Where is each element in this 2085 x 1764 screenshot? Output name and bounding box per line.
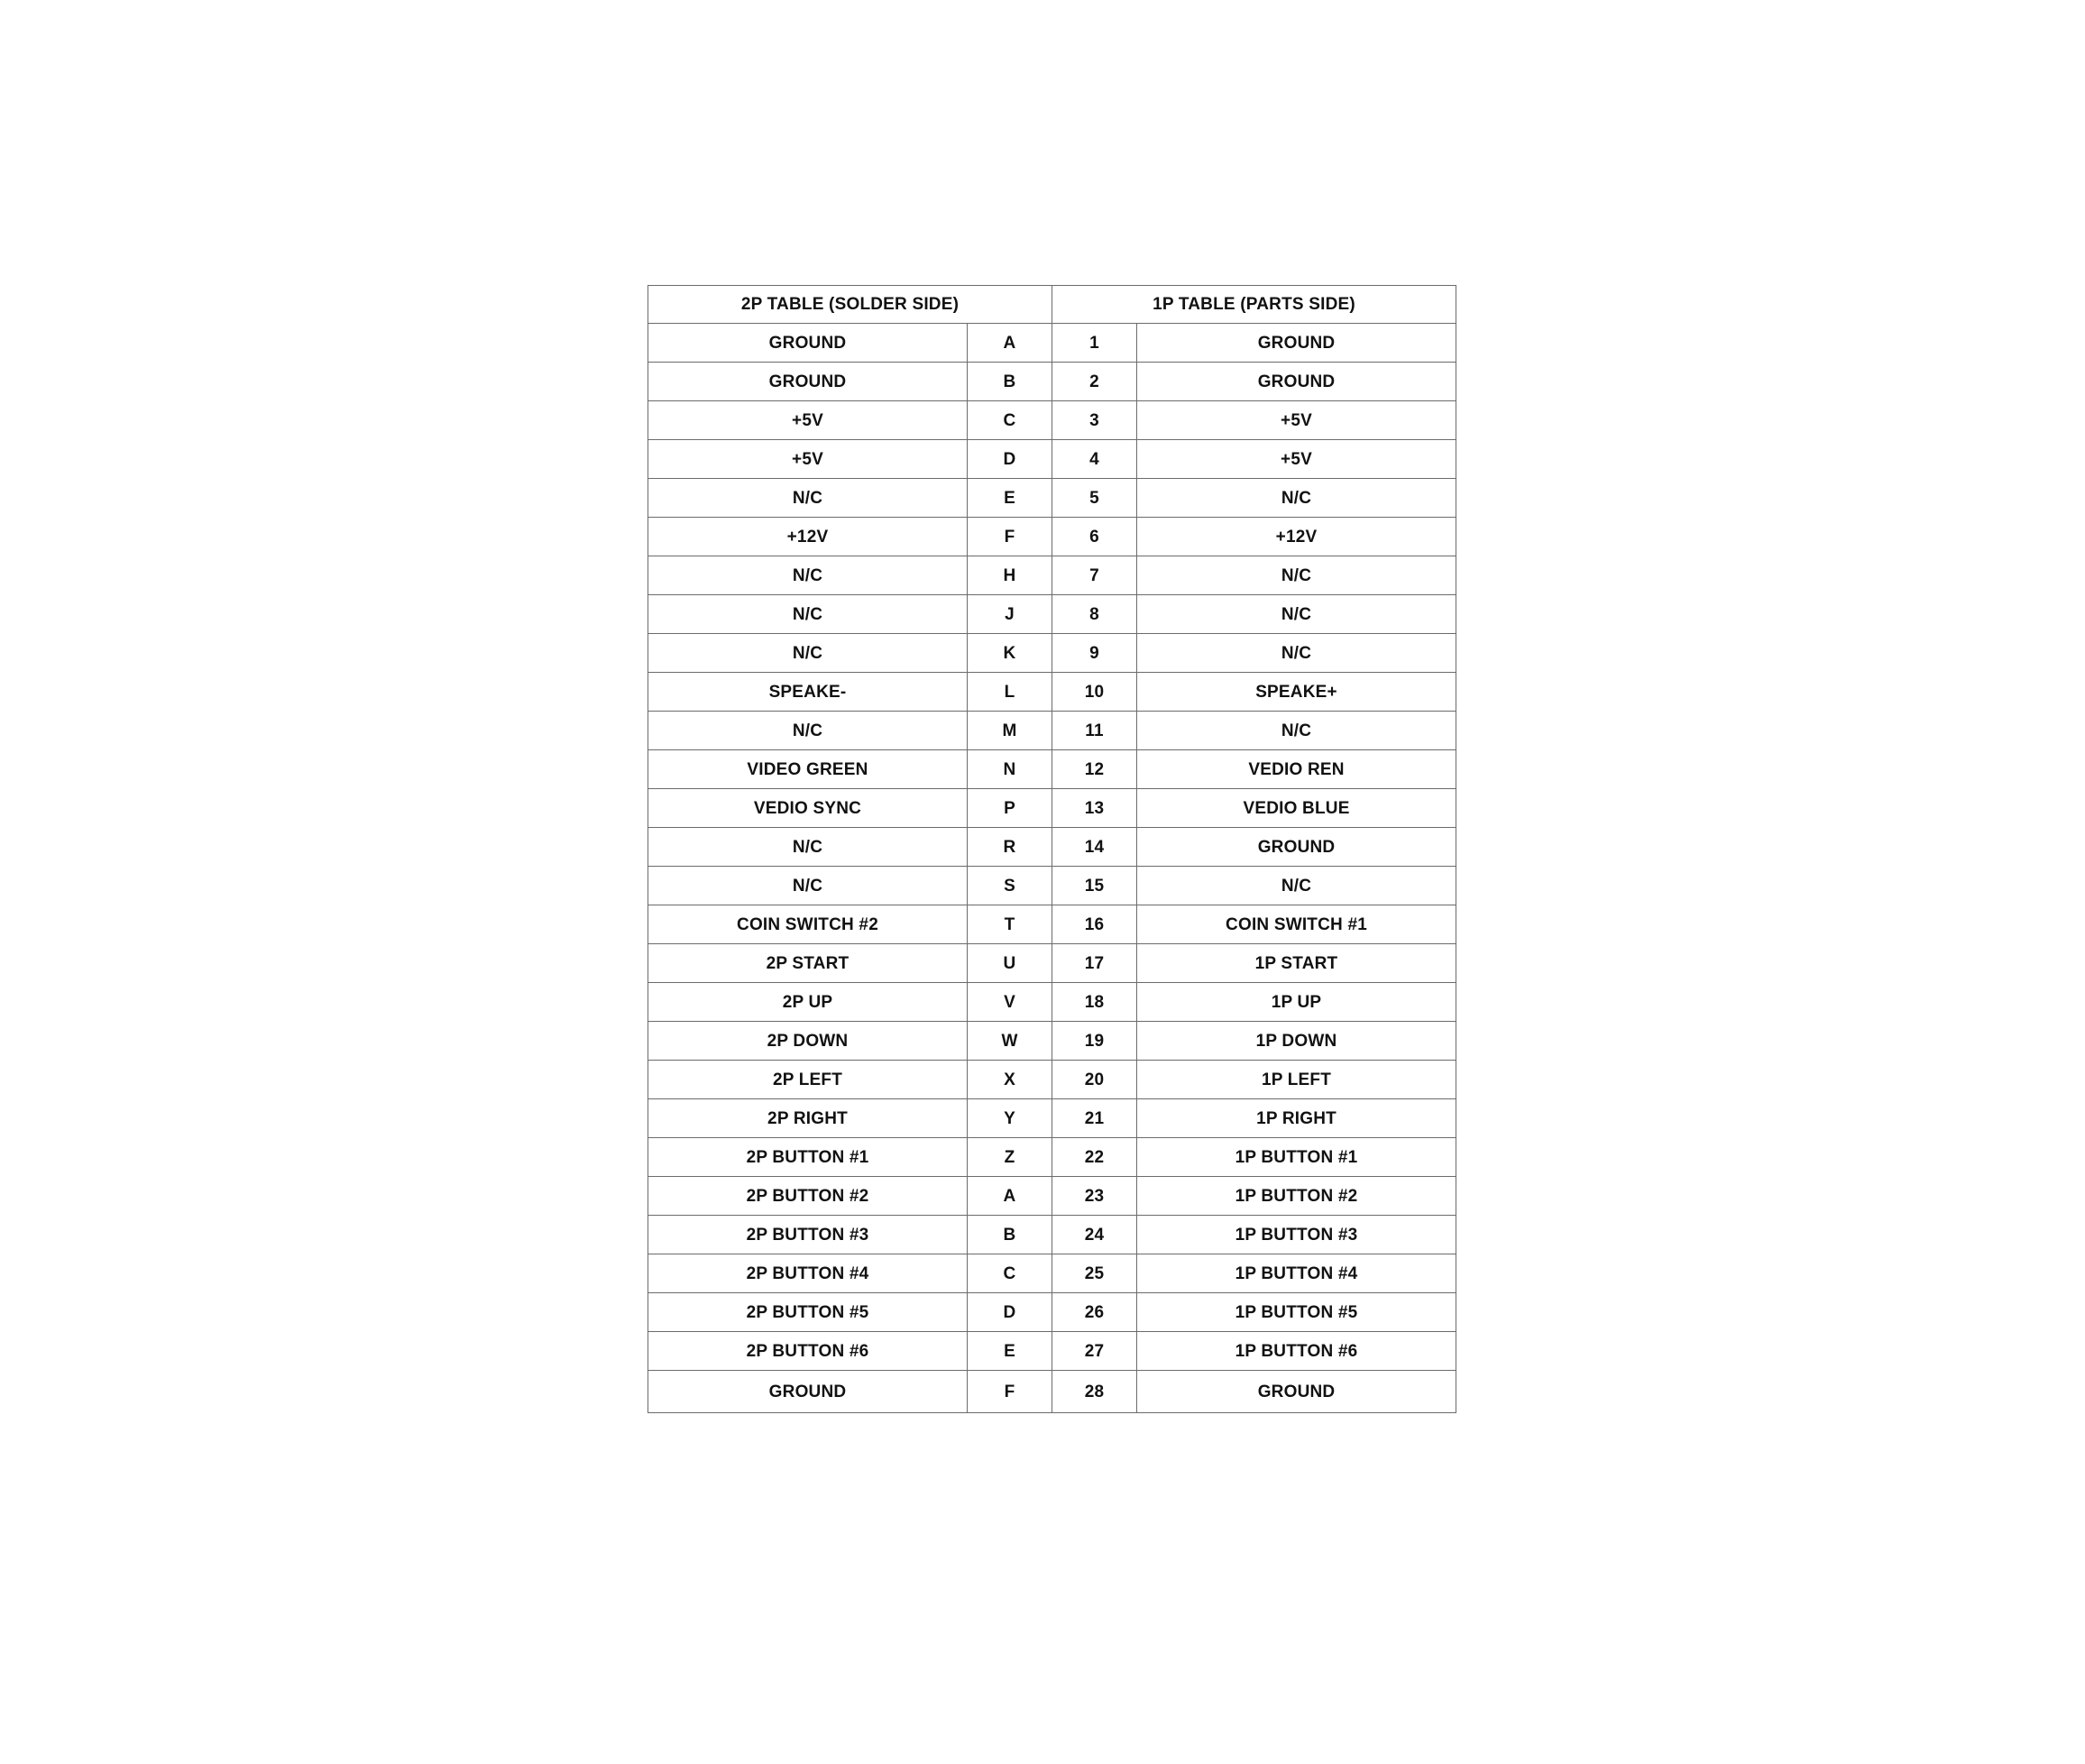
parts-side-pin: 24: [1052, 1216, 1137, 1254]
solder-side-pin: N: [968, 750, 1052, 789]
solder-side-signal: 2P BUTTON #3: [648, 1216, 968, 1254]
parts-side-pin: 5: [1052, 479, 1137, 518]
solder-side-pin: U: [968, 944, 1052, 983]
parts-side-pin: 28: [1052, 1371, 1137, 1413]
parts-side-signal: 1P START: [1137, 944, 1456, 983]
parts-side-signal: COIN SWITCH #1: [1137, 905, 1456, 944]
solder-side-signal: VEDIO SYNC: [648, 789, 968, 828]
pinout-row: [648, 556, 1456, 595]
parts-side-signal: 1P BUTTON #1: [1137, 1138, 1456, 1177]
solder-side-pin: P: [968, 789, 1052, 828]
parts-side-signal: N/C: [1137, 712, 1456, 750]
parts-side-pin: 11: [1052, 712, 1137, 750]
parts-side-pin: 25: [1052, 1254, 1137, 1293]
solder-side-signal: VIDEO GREEN: [648, 750, 968, 789]
parts-side-signal: 1P DOWN: [1137, 1022, 1456, 1061]
parts-side-header: 1P TABLE (PARTS SIDE): [1052, 286, 1456, 324]
parts-side-pin: 9: [1052, 634, 1137, 673]
parts-side-pin: 23: [1052, 1177, 1137, 1216]
parts-side-signal: 1P BUTTON #6: [1137, 1332, 1456, 1371]
parts-side-signal: N/C: [1137, 634, 1456, 673]
pinout-table-header: [648, 286, 1456, 324]
parts-side-pin: 20: [1052, 1061, 1137, 1099]
parts-side-signal: +12V: [1137, 518, 1456, 556]
parts-side-pin: 10: [1052, 673, 1137, 712]
solder-side-signal: N/C: [648, 556, 968, 595]
parts-side-signal: 1P UP: [1137, 983, 1456, 1022]
solder-side-pin: V: [968, 983, 1052, 1022]
solder-side-signal: GROUND: [648, 1371, 968, 1413]
pinout-row: [648, 440, 1456, 479]
parts-side-signal: 1P BUTTON #4: [1137, 1254, 1456, 1293]
pinout-row: [648, 324, 1456, 363]
solder-side-pin: T: [968, 905, 1052, 944]
solder-side-pin: B: [968, 1216, 1052, 1254]
solder-side-signal: 2P DOWN: [648, 1022, 968, 1061]
pinout-row: [648, 673, 1456, 712]
parts-side-pin: 19: [1052, 1022, 1137, 1061]
solder-side-signal: N/C: [648, 712, 968, 750]
parts-side-pin: 1: [1052, 324, 1137, 363]
pinout-row: [648, 479, 1456, 518]
pinout-row: [648, 1371, 1456, 1413]
solder-side-pin: Z: [968, 1138, 1052, 1177]
pinout-row: [648, 1138, 1456, 1177]
parts-side-signal: 1P BUTTON #3: [1137, 1216, 1456, 1254]
solder-side-signal: +5V: [648, 401, 968, 440]
solder-side-signal: 2P BUTTON #1: [648, 1138, 968, 1177]
parts-side-pin: 17: [1052, 944, 1137, 983]
parts-side-signal: GROUND: [1137, 324, 1456, 363]
solder-side-pin: F: [968, 1371, 1052, 1413]
pinout-table: [648, 285, 1456, 1413]
pinout-row: [648, 828, 1456, 867]
parts-side-pin: 7: [1052, 556, 1137, 595]
solder-side-header: 2P TABLE (SOLDER SIDE): [648, 286, 1052, 324]
solder-side-pin: Y: [968, 1099, 1052, 1138]
solder-side-pin: F: [968, 518, 1052, 556]
parts-side-pin: 22: [1052, 1138, 1137, 1177]
solder-side-signal: 2P BUTTON #2: [648, 1177, 968, 1216]
solder-side-signal: 2P BUTTON #6: [648, 1332, 968, 1371]
parts-side-signal: SPEAKE+: [1137, 673, 1456, 712]
pinout-row: [648, 983, 1456, 1022]
parts-side-signal: GROUND: [1137, 828, 1456, 867]
header-row: [648, 286, 1456, 324]
pinout-row: [648, 1061, 1456, 1099]
pinout-row: [648, 595, 1456, 634]
parts-side-signal: VEDIO BLUE: [1137, 789, 1456, 828]
solder-side-signal: +5V: [648, 440, 968, 479]
parts-side-signal: N/C: [1137, 479, 1456, 518]
solder-side-signal: 2P UP: [648, 983, 968, 1022]
solder-side-signal: +12V: [648, 518, 968, 556]
solder-side-pin: D: [968, 1293, 1052, 1332]
parts-side-signal: N/C: [1137, 867, 1456, 905]
parts-side-signal: 1P BUTTON #2: [1137, 1177, 1456, 1216]
pinout-row: [648, 1254, 1456, 1293]
parts-side-signal: +5V: [1137, 401, 1456, 440]
pinout-row: [648, 867, 1456, 905]
parts-side-pin: 6: [1052, 518, 1137, 556]
parts-side-signal: N/C: [1137, 556, 1456, 595]
solder-side-signal: 2P BUTTON #4: [648, 1254, 968, 1293]
parts-side-pin: 14: [1052, 828, 1137, 867]
parts-side-signal: GROUND: [1137, 1371, 1456, 1413]
parts-side-pin: 13: [1052, 789, 1137, 828]
parts-side-pin: 26: [1052, 1293, 1137, 1332]
solder-side-pin: D: [968, 440, 1052, 479]
pinout-row: [648, 1332, 1456, 1371]
solder-side-pin: H: [968, 556, 1052, 595]
parts-side-pin: 21: [1052, 1099, 1137, 1138]
solder-side-signal: SPEAKE-: [648, 673, 968, 712]
parts-side-signal: 1P RIGHT: [1137, 1099, 1456, 1138]
pinout-row: [648, 1099, 1456, 1138]
parts-side-pin: 18: [1052, 983, 1137, 1022]
solder-side-pin: J: [968, 595, 1052, 634]
solder-side-pin: M: [968, 712, 1052, 750]
solder-side-pin: B: [968, 363, 1052, 401]
pinout-row: [648, 712, 1456, 750]
pinout-row: [648, 789, 1456, 828]
solder-side-signal: 2P BUTTON #5: [648, 1293, 968, 1332]
solder-side-signal: N/C: [648, 595, 968, 634]
pinout-row: [648, 1216, 1456, 1254]
pinout-row: [648, 1177, 1456, 1216]
pinout-row: [648, 905, 1456, 944]
pinout-row: [648, 634, 1456, 673]
solder-side-signal: GROUND: [648, 363, 968, 401]
solder-side-signal: N/C: [648, 479, 968, 518]
pinout-row: [648, 1293, 1456, 1332]
solder-side-pin: X: [968, 1061, 1052, 1099]
solder-side-pin: A: [968, 1177, 1052, 1216]
solder-side-pin: S: [968, 867, 1052, 905]
parts-side-signal: +5V: [1137, 440, 1456, 479]
solder-side-signal: GROUND: [648, 324, 968, 363]
solder-side-signal: 2P RIGHT: [648, 1099, 968, 1138]
parts-side-pin: 2: [1052, 363, 1137, 401]
solder-side-pin: K: [968, 634, 1052, 673]
parts-side-pin: 27: [1052, 1332, 1137, 1371]
parts-side-pin: 8: [1052, 595, 1137, 634]
solder-side-pin: W: [968, 1022, 1052, 1061]
solder-side-pin: A: [968, 324, 1052, 363]
pinout-row: [648, 1022, 1456, 1061]
parts-side-pin: 12: [1052, 750, 1137, 789]
pinout-row: [648, 518, 1456, 556]
solder-side-signal: N/C: [648, 634, 968, 673]
solder-side-pin: E: [968, 1332, 1052, 1371]
solder-side-pin: C: [968, 1254, 1052, 1293]
parts-side-signal: VEDIO REN: [1137, 750, 1456, 789]
pinout-row: [648, 750, 1456, 789]
pinout-table-body: [648, 324, 1456, 1413]
pinout-row: [648, 401, 1456, 440]
solder-side-signal: N/C: [648, 828, 968, 867]
pinout-row: [648, 363, 1456, 401]
parts-side-signal: 1P LEFT: [1137, 1061, 1456, 1099]
solder-side-pin: C: [968, 401, 1052, 440]
solder-side-signal: N/C: [648, 867, 968, 905]
parts-side-signal: GROUND: [1137, 363, 1456, 401]
parts-side-pin: 16: [1052, 905, 1137, 944]
parts-side-pin: 3: [1052, 401, 1137, 440]
solder-side-pin: R: [968, 828, 1052, 867]
parts-side-signal: 1P BUTTON #5: [1137, 1293, 1456, 1332]
solder-side-signal: 2P START: [648, 944, 968, 983]
pinout-row: [648, 944, 1456, 983]
solder-side-pin: L: [968, 673, 1052, 712]
parts-side-signal: N/C: [1137, 595, 1456, 634]
solder-side-signal: COIN SWITCH #2: [648, 905, 968, 944]
parts-side-pin: 4: [1052, 440, 1137, 479]
solder-side-pin: E: [968, 479, 1052, 518]
solder-side-signal: 2P LEFT: [648, 1061, 968, 1099]
parts-side-pin: 15: [1052, 867, 1137, 905]
